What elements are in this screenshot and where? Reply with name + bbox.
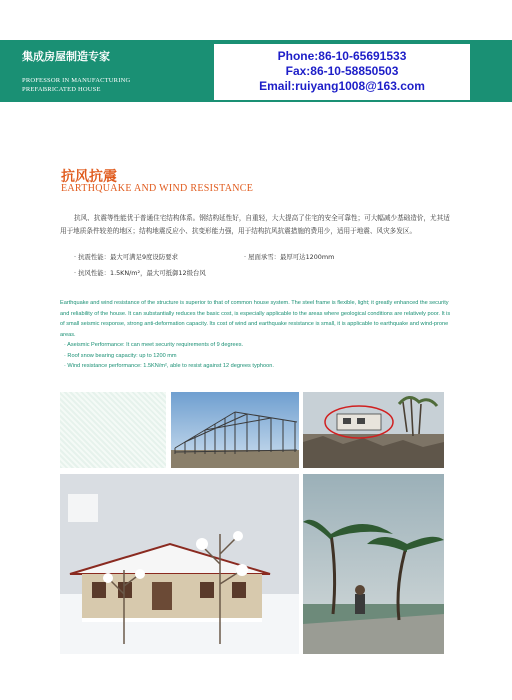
green-texture-image <box>60 392 166 468</box>
section-title-en: EARTHQUAKE AND WIND RESISTANCE <box>61 183 254 194</box>
cn-bullet-roof: · 屋面承雪：最厚可达1200mm <box>244 253 335 261</box>
cn-bullet-list <box>74 252 434 284</box>
cn-paragraph: 抗风、抗震等性能优于普通住宅结构体系。钢结构延性好，自重轻，大大提高了住宅的安全可靠性；可大幅减少基础造价，尤其适用于地质条件较差的地区；结构地震反应小、抗变形能力强，用于结构抗风抗震措施的费用少，适用于地震、风灾多发区。 <box>60 214 450 235</box>
en-bullet-list <box>64 340 274 372</box>
typhoon-palm-photo <box>303 474 444 654</box>
brand-cn: 集成房屋制造专家 <box>22 50 110 63</box>
en-bullet-roof: · Roof snow bearing capacity: up to 1200 mm <box>64 352 177 359</box>
section-title-cn: 抗风抗震 <box>61 169 117 185</box>
snow-house-photo <box>60 474 299 654</box>
cn-bullet-row <box>74 268 434 284</box>
steel-frame-photo <box>171 392 299 468</box>
en-bullet-wind: · Wind resistance performance: 1.5KN/m², able to resist against 12 degrees typhoon. <box>64 363 274 369</box>
brand-en-line1: PROFESSOR IN MANUFACTURING <box>22 77 131 84</box>
en-bullet-seismic: · Aseismic Performance: It can meet security requirements of 9 degrees. <box>64 342 244 348</box>
cn-bullet-row <box>74 252 434 268</box>
contact-phone: Phone:86-10-65691533 <box>277 49 407 63</box>
cn-bullet-wind: · 抗风性能：1.5KN/m²，最大可抵御12级台风 <box>74 269 206 277</box>
storm-damage-photo <box>303 392 444 468</box>
en-paragraph: Earthquake and wind resistance of the structure is superior to that of common house system. The steel frame is flexible, light; it greatly enhanced the security and reliability of the house. It can substantially reduces the basic cost, is especially applicable to the areas where geological conditions are relatively poor. It is of small seismic response, strong anti-deformation capacity. Its cost of wind and earthquake resistance is small, it is applicable to earthquake and wind-prone areas. <box>60 300 451 338</box>
cn-bullet-seismic: · 抗震性能：最大可满足9度设防要求 <box>74 253 178 261</box>
contact-fax: Fax:86-10-58850503 <box>285 64 399 78</box>
brand-en-line2: PREFABRICATED HOUSE <box>22 86 101 93</box>
contact-email[interactable]: Email:ruiyang1008@163.com <box>259 79 425 93</box>
